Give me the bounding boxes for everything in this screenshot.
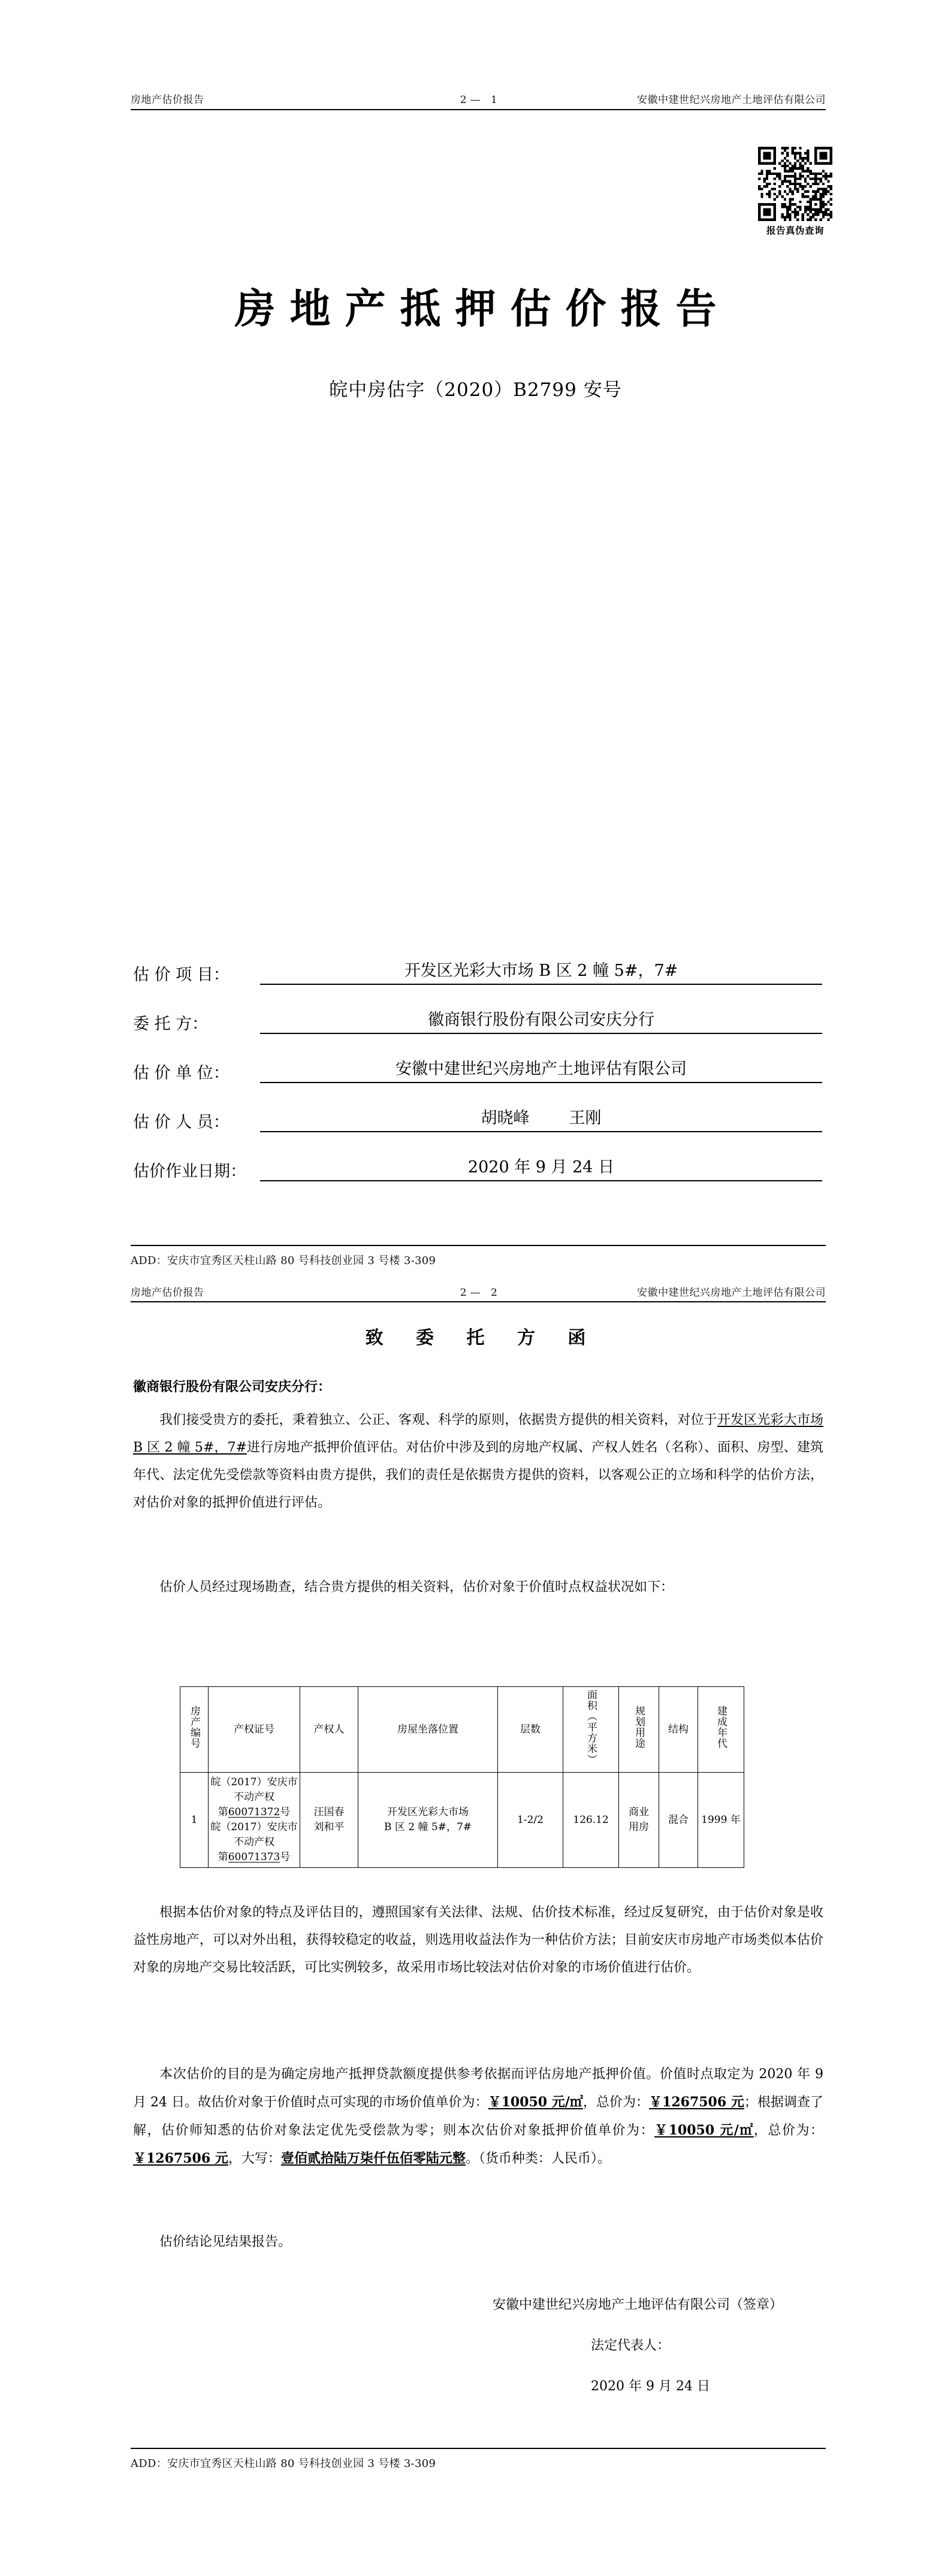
qr-code-block — [758, 147, 832, 237]
letter-title: 致 委 托 方 函 — [365, 1328, 599, 1349]
letter-paragraph-4 — [133, 2061, 823, 2173]
th-floors: 层数 — [498, 1687, 563, 1773]
address-footer-page2: ADD：安庆市宜秀区天柱山路 80 号科技创业园 3 号楼 3-309 — [131, 2457, 436, 2470]
address-footer-page1: ADD：安庆市宜秀区天柱山路 80 号科技创业园 3 号楼 3-309 — [131, 1254, 436, 1267]
letter-paragraph-3: 根据本估价对象的特点及评估目的，遵照国家有关法律、法规、估价技术标准，经过反复研究，由于估价对象是收益性房地产，可以对外出租，获得较稳定的收益，则选用收益法作为一种估价方法；目前安庆市房地产市场类似本估价对象的房地产交易比较活跃，可比实例较多，故采用市场比较法对估价对象的市场价值进行估价。 — [133, 1905, 823, 1975]
running-header-rule-page1 — [131, 109, 826, 110]
cert-1-prefix: 皖（2017）安庆市不动产权 — [210, 1776, 298, 1803]
address-rule-page2 — [131, 2448, 826, 2449]
para1-text-a: 我们接受贵方的委托，秉着独立、公正、客观、科学的原则，依据贵方提供的相关资料，对位于 — [159, 1413, 717, 1428]
running-header-page2 — [131, 1284, 826, 1299]
th-planned-use: 规划用途 — [619, 1687, 659, 1773]
field-label-work-date: 估价作业日期： — [133, 1162, 246, 1181]
cert-1-suffix: 号 — [280, 1806, 291, 1818]
signature-date: 2020 年 9 月 24 日 — [591, 2379, 710, 2394]
field-row-project — [133, 957, 822, 985]
para1-subject-property: 开发区光彩大市场 B 区 2 幢 5#，7# — [133, 1413, 823, 1455]
th-certificate-no: 产权证号 — [209, 1687, 300, 1773]
field-value-appraisers — [260, 1105, 822, 1132]
cell-built-year: 1999 年 — [698, 1773, 744, 1868]
appraiser-name-2: 王刚 — [569, 1109, 602, 1127]
para4-text-c: ；根据调查了解，估价师知悉的估价对象法定优先受偿款为零；则本次估价对象抵押价值单价为： — [133, 2095, 823, 2138]
running-header-left: 房地产估价报告 — [131, 94, 204, 106]
field-value-work-date: 2020 年 9 月 24 日 — [260, 1154, 822, 1181]
running-header-right-p2: 安徽中建世纪兴房地产土地评估有限公司 — [636, 1287, 826, 1299]
field-row-appraisers — [133, 1105, 822, 1132]
running-header-right: 安徽中建世纪兴房地产土地评估有限公司 — [636, 94, 826, 106]
running-header-center: 2— 1 — [460, 94, 501, 106]
location-line-2: B 区 2 幢 5#，7# — [384, 1821, 472, 1833]
field-label-appraisal-firm: 估 价 单 位： — [133, 1064, 230, 1083]
cell-structure: 混合 — [659, 1773, 698, 1868]
cert-1-word: 第 — [218, 1806, 228, 1818]
th-owner: 产权人 — [300, 1687, 358, 1773]
th-area: 面积（平方米） — [563, 1687, 619, 1773]
signature-legal-representative: 法定代表人： — [591, 2338, 671, 2353]
value-unit-price: ￥10050 元/㎡ — [488, 2094, 583, 2110]
running-header-rule-page2 — [131, 1301, 826, 1302]
running-header-center-p2: 2— 2 — [460, 1287, 501, 1299]
cert-2-number: 60071373 — [228, 1851, 280, 1863]
cell-property-no: 1 — [180, 1773, 209, 1868]
cert-1-number: 60071372 — [228, 1806, 280, 1818]
value-amount-in-chinese: 壹佰贰拾陆万柒仟伍佰零陆元整 — [280, 2151, 466, 2166]
para4-text-b: ，总价为： — [582, 2095, 649, 2110]
signature-company: 安徽中建世纪兴房地产土地评估有限公司（签章） — [493, 2297, 783, 2312]
qr-caption: 报告真伪查询 — [766, 225, 824, 236]
report-number: 皖中房估字（2020）B2799 安号 — [329, 379, 622, 401]
cell-certificate-no — [209, 1773, 300, 1868]
cell-location — [358, 1773, 498, 1868]
th-property-no: 房产编号 — [180, 1687, 209, 1773]
letter-paragraph-1 — [133, 1407, 823, 1517]
running-header-left-p2: 房地产估价报告 — [131, 1287, 204, 1299]
cert-2-prefix: 皖（2017）安庆市不动产权 — [210, 1821, 298, 1848]
running-header-page1 — [131, 91, 826, 106]
field-label-client: 委 托 方： — [133, 1015, 209, 1033]
field-label-appraisers: 估 价 人 员： — [133, 1113, 230, 1132]
appraiser-name-1: 胡晓峰 — [481, 1109, 530, 1127]
th-built-year: 建成年代 — [698, 1687, 744, 1773]
field-label-project: 估 价 项 目： — [133, 966, 230, 984]
letter-addressee: 徽商银行股份有限公司安庆分行： — [133, 1379, 331, 1395]
cell-planned-use — [619, 1773, 659, 1868]
cert-2-word: 第 — [218, 1851, 228, 1863]
field-value-appraisal-firm: 安徽中建世纪兴房地产土地评估有限公司 — [260, 1056, 822, 1083]
para4-text-d: ，总价为： — [753, 2123, 823, 2138]
planned-use-line-2: 用房 — [629, 1821, 649, 1833]
value-mortgage-unit-price: ￥10050 元/㎡ — [654, 2123, 754, 2138]
field-row-work-date — [133, 1154, 822, 1181]
owner-name-2: 刘和平 — [313, 1821, 345, 1833]
th-structure: 结构 — [659, 1687, 698, 1773]
page-title: 房地产抵押估价报告 — [234, 285, 731, 333]
location-line-1: 开发区光彩大市场 — [387, 1806, 469, 1818]
field-value-project: 开发区光彩大市场 B 区 2 幢 5#，7# — [260, 957, 822, 985]
address-rule-page1 — [131, 1245, 826, 1246]
cell-owner — [300, 1773, 358, 1868]
cell-floors: 1-2/2 — [498, 1773, 563, 1868]
cell-area: 126.12 — [563, 1773, 619, 1868]
para4-text-a: 本次估价的目的是为确定房地产抵押贷款额度提供参考依据而评估房地产抵押价值。价值时点取定为 2020 年 9 月 24 日。故估价对象于价值时点可实现的市场价值单价为： — [133, 2067, 823, 2110]
cert-2-suffix: 号 — [280, 1851, 291, 1863]
field-row-appraisal-firm — [133, 1056, 822, 1083]
para4-text-f: 。（货币种类：人民币）。 — [465, 2151, 611, 2166]
letter-paragraph-5: 估价结论见结果报告。 — [159, 2235, 292, 2250]
value-mortgage-total-price: ￥1267506 元 — [133, 2151, 228, 2166]
table-header-row — [180, 1687, 744, 1773]
para4-text-e: ，大写： — [228, 2151, 281, 2166]
value-total-price: ￥1267506 元 — [649, 2094, 744, 2110]
field-value-client: 徽商银行股份有限公司安庆分行 — [260, 1006, 822, 1034]
owner-name-1: 汪国春 — [313, 1806, 345, 1818]
letter-paragraph-2: 估价人员经过现场勘查，结合贵方提供的相关资料，估价对象于价值时点权益状况如下： — [159, 1580, 674, 1595]
qr-code-image[interactable] — [758, 147, 832, 221]
property-details-table — [180, 1686, 744, 1868]
planned-use-line-1: 商业 — [629, 1806, 649, 1818]
cover-field-list — [133, 957, 822, 1203]
para1-text-b: 进行房地产抵押价值评估。对估价中涉及到的房地产权属、产权人姓名（名称）、面积、房型、建筑年代、法定优先受偿款等资料由贵方提供，我们的责任是依据贵方提供的资料，以客观公正的立场和科学的估价方法，对估价对象的抵押价值进行评估。 — [133, 1440, 823, 1510]
th-location: 房屋坐落位置 — [358, 1687, 498, 1773]
field-row-client — [133, 1006, 822, 1034]
table-row — [180, 1773, 744, 1868]
